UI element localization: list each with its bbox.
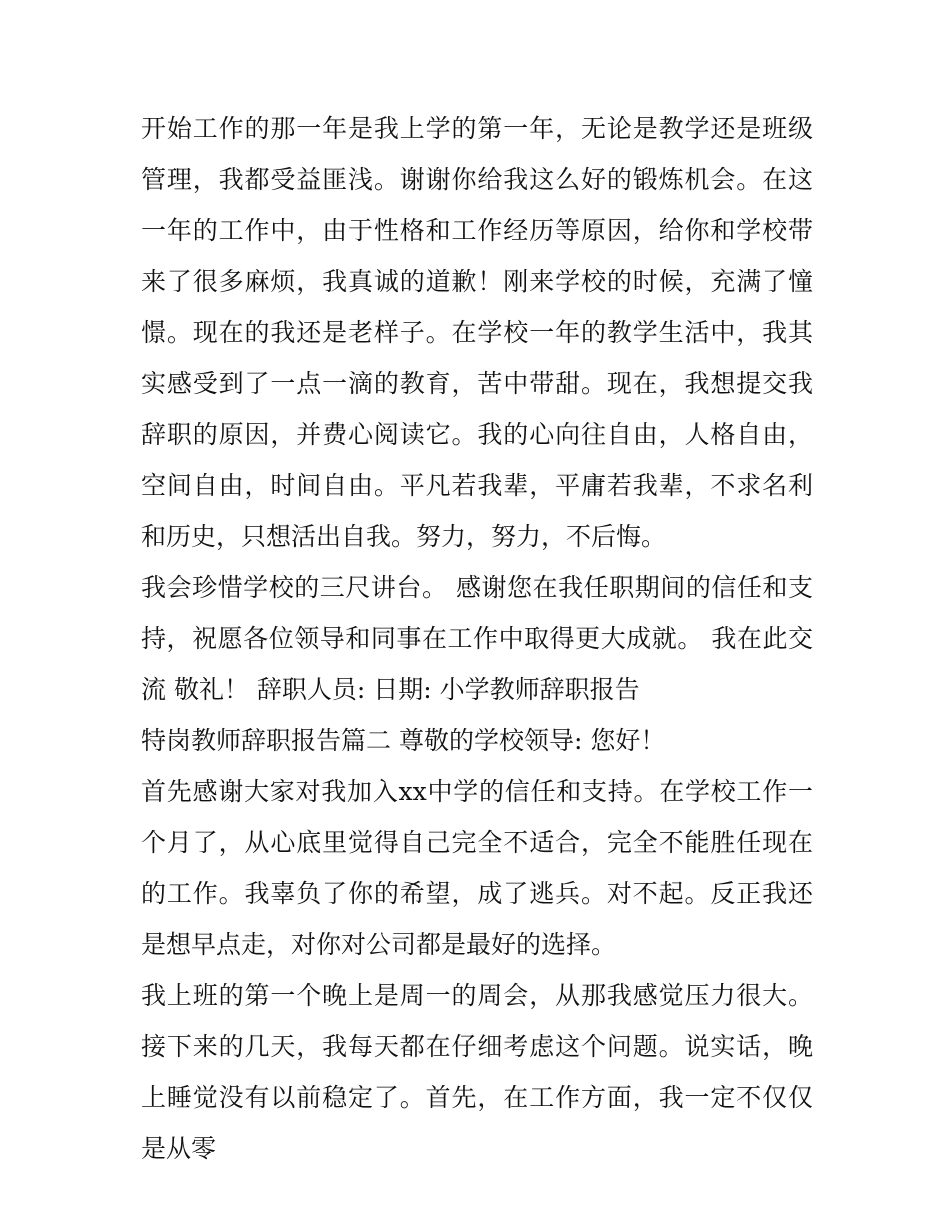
- document-body: [141, 103, 813, 1174]
- paragraph-5: 我上班的第一个晚上是周一的周会，从那我感觉压力很大。接下来的几天，我每天都在仔细考虑这个问题。说实话，晚上睡觉没有以前稳定了。首先，在工作方面，我一定不仅仅是从零: [141, 981, 813, 1163]
- paragraph-4: 首先感谢大家对我加入xx中学的信任和支持。在学校工作一个月了，从心底里觉得自己完全不适合，完全不能胜任现在的工作。我辜负了你的希望，成了逃兵。对不起。反正我还是想早点走，对你对公司都是最好的选择。: [141, 777, 813, 959]
- paragraph-2: 我会珍惜学校的三尺讲台。 感谢您在我任职期间的信任和支持，祝愿各位领导和同事在工作中取得更大成就。 我在此交流 敬礼！ 辞职人员: 日期: 小学教师辞职报告: [141, 573, 813, 704]
- paragraph-3: 特岗教师辞职报告篇二 尊敬的学校领导: 您好！: [141, 726, 666, 755]
- paragraph-1: 开始工作的那一年是我上学的第一年，无论是教学还是班级管理，我都受益匪浅。谢谢你给我这么好的锻炼机会。在这一年的工作中，由于性格和工作经历等原因，给你和学校带来了很多麻烦，我真诚的道歉！刚来学校的时候，充满了憧憬。现在的我还是老样子。在学校一年的教学生活中，我其实感受到了一点一滴的教育，苦中带甜。现在，我想提交我辞职的原因，并费心阅读它。我的心向往自由，人格自由，空间自由，时间自由。平凡若我辈，平庸若我辈，不求名利和历史，只想活出自我。努力，努力，不后悔。: [141, 114, 813, 551]
